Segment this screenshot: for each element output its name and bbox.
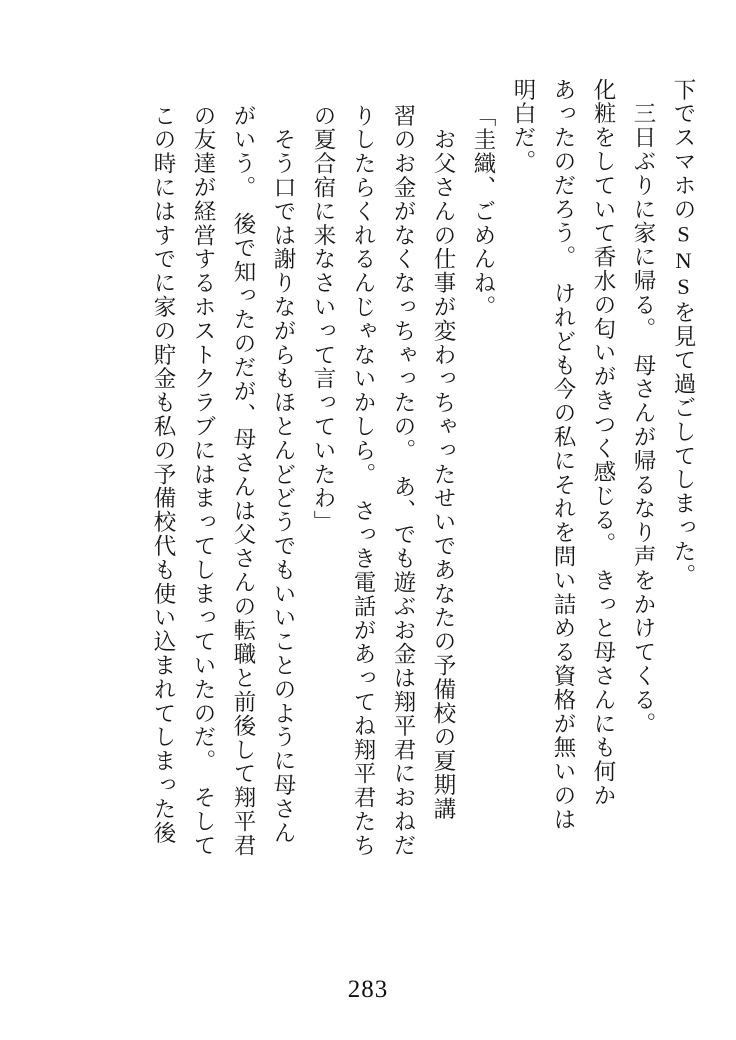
text-line: お父さんの仕事が変わっちゃったせいであなたの予備校の夏期講 (431, 104, 456, 821)
text-line: この時にはすでに家の貯金も私の予備校代も使い込まれてしまった後 (151, 104, 176, 845)
vertical-text-body (42, 78, 694, 958)
text-line: 下でスマホのSNSを見て過ごしてしまった。 (671, 78, 696, 588)
text-line: りしたらくれるんじゃないかしら。 さっき電話があってね翔平君たち (351, 104, 376, 858)
text-line: 習のお金がなくなっちゃったの。 あ、でも遊ぶお金は翔平君におねだ (391, 104, 416, 858)
text-line: そう口では謝りながらもほとんどどうでもいいことのように母さん (271, 104, 296, 845)
text-line: 「圭織、ごめんね。 (471, 104, 496, 320)
text-line: がいう。 後で知ったのだが、母さんは父さんの転職と前後して翔平君 (231, 104, 256, 858)
text-line: の夏合宿に来なさいって言っていたわ」 (311, 104, 336, 535)
text-line: 明白だ。 (511, 78, 536, 174)
text-line: 化粧をしていて香水の匂いがきつく感じる。 きっと母さんにも何か (591, 78, 616, 808)
text-line: の友達が経営するホストクラブにはまってしまっていたのだ。 そして (191, 104, 216, 858)
text-line: あったのだろう。 けれども今の私にそれを問い詰める資格が無いのは (551, 78, 576, 832)
page-number: 283 (347, 976, 389, 1003)
text-line: 三日ぶりに家に帰る。 母さんが帰るなり声をかけてくる。 (631, 78, 656, 736)
